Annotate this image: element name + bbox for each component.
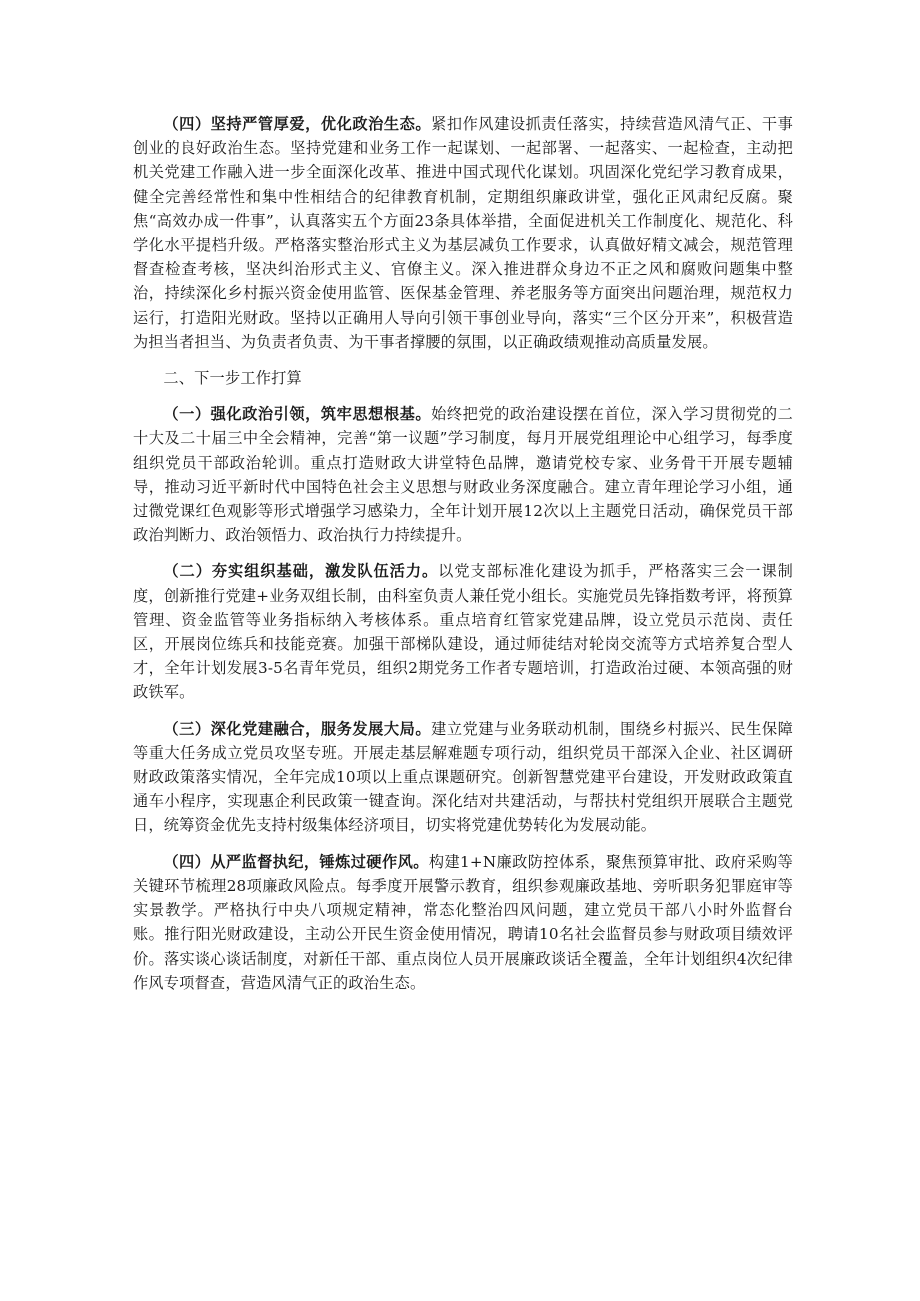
paragraph-strict-management: [133, 112, 793, 354]
paragraph-lead: （四）从严监督执纪，锤炼过硬作风。: [163, 852, 429, 871]
paragraph-lead: （四）坚持严管厚爱，优化政治生态。: [163, 115, 432, 133]
document-page: [133, 112, 793, 1007]
paragraph-body: 构建1+N廉政防控体系，聚焦预算审批、政府采购等关键环节梳理28项廉政风险点。每季度开展警示教育，组织参观廉政基地、旁听职务犯罪庭审等实景教学。严格执行中央八项规定精神，常态化整治四风问题，建立党员干部八小时外监督台账。推行阳光财政建设，主动公开民生资金使用情况，聘请10名社会监督员参与财政项目绩效评价。落实谈心谈话制度，对新任干部、重点岗位人员开展廉政谈话全覆盖，全年计划组织4次纪律作风专项督查，营造风清气正的政治生态。: [133, 852, 793, 992]
paragraph-discipline-supervision: [133, 850, 793, 995]
paragraph-body: 始终把党的政治建设摆在首位，深入学习贯彻党的二十大及二十届三中全会精神，完善“第一议题”学习制度，每月开展党组理论中心组学习，每季度组织党员干部政治轮训。重点打造财政大讲堂特色品牌，邀请党校专家、业务骨干开展专题辅导，推动习近平新时代中国特色社会主义思想与财政业务深度融合。建立青年理论学习小组，通过微党课红色观影等形式增强学习感染力，全年计划开展12次以上主题党日活动，确保党员干部政治判断力、政治领悟力、政治执行力持续提升。: [133, 405, 793, 545]
paragraph-organization-foundation: [133, 559, 793, 704]
paragraph-body: 以党支部标准化建设为抓手，严格落实三会一课制度，创新推行党建+业务双组长制，由科室负责人兼任党小组长。实施党员先锋指数考评，将预算管理、资金监管等业务指标纳入考核体系。重点培育红管家党建品牌，设立党员示范岗、责任区，开展岗位练兵和技能竞赛。加强干部梯队建设，通过师徒结对轮岗交流等方式培养复合型人才，全年计划发展3-5名青年党员，组织2期党务工作者专题培训，打造政治过硬、本领高强的财政铁军。: [133, 562, 793, 702]
paragraph-lead: （一）强化政治引领，筑牢思想根基。: [163, 405, 432, 424]
paragraph-body: 紧扣作风建设抓责任落实，持续营造风清气正、干事创业的良好政治生态。坚持党建和业务工作一起谋划、一起部署、一起落实、一起检查，主动把机关党建工作融入进一步全面深化改革、推进中国式现代化谋划。巩固深化党纪学习教育成果，健全完善经常性和集中性相结合的纪律教育机制，定期组织廉政讲堂，强化正风肃纪反腐。聚焦“高效办成一件事”，认真落实五个方面23条具体举措，全面促进机关工作制度化、规范化、科学化水平提档升级。严格落实整治形式主义为基层减负工作要求，认真做好精文减会，规范管理督查检查考核，坚决纠治形式主义、官僚主义。深入推进群众身边不正之风和腐败问题集中整治，持续深化乡村振兴资金使用监管、医保基金管理、养老服务等方面突出问题治理，规范权力运行，打造阳光财政。坚持以正确用人导向引领干事创业导向，落实“三个区分开来”，积极营造为担当者担当、为负责者负责、为干事者撑腰的氛围，以正确政绩观推动高质量发展。: [133, 115, 793, 351]
paragraph-lead: （三）深化党建融合，服务发展大局。: [163, 719, 432, 738]
section-heading-next-steps: 二、下一步工作打算: [163, 369, 302, 388]
paragraph-party-integration: [133, 717, 793, 838]
paragraph-lead: （二）夯实组织基础，激发队伍活力。: [163, 562, 439, 581]
paragraph-political-guidance: [133, 402, 793, 547]
paragraph-body: 建立党建与业务联动机制，围绕乡村振兴、民生保障等重大任务成立党员攻坚专班。开展走基层解难题专项行动，组织党员干部深入企业、社区调研财政政策落实情况，全年完成10项以上重点课题研究。创新智慧党建平台建设，开发财政政策直通车小程序，实现惠企利民政策一键查询。深化结对共建活动，与帮扶村党组织开展联合主题党日，统筹资金优先支持村级集体经济项目，切实将党建优势转化为发展动能。: [133, 719, 793, 835]
